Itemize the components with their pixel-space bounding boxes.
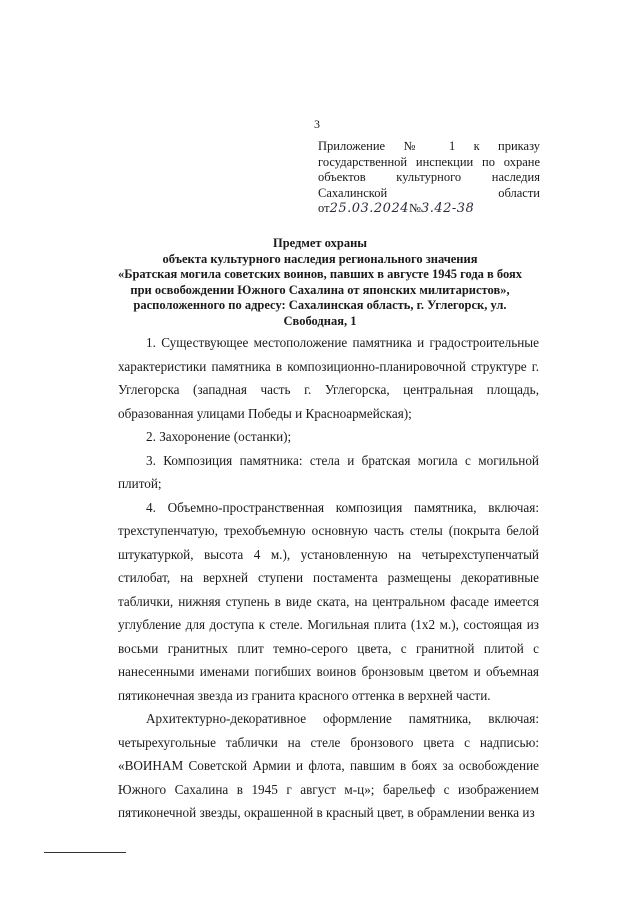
appendix-line: объектов культурного наследия	[318, 170, 540, 184]
appendix-line: Сахалинской области	[318, 185, 540, 200]
document-body	[118, 331, 539, 825]
paragraph: 1. Существующее местоположение памятника и градостроительные характеристики памятника в композиционно-планировочной структуре г. Углегорска (западная часть г. Углегорска, центральная площадь, образованная улицами Победы и Красноармейская);	[118, 335, 539, 421]
number-prefix: №	[409, 201, 421, 215]
title-line: Свободная, 1	[283, 313, 357, 328]
appendix-line: государственной инспекции по охране	[318, 154, 540, 169]
paragraph: 4. Объемно-пространственная композиция памятника, включая: трехступенчатую, трехобъемную основную часть стелы (покрыта белой штукатуркой, высота 4 м.), установленную на четырехступенчатый стилобат, на верхней ступени постамента размещены декоративные таблички, нижняя ступень в виде ската, на центральном фасаде имеется углубление для доступа к стеле. Могильная плита (1х2 м.), состоящая из восьми гранитных плит темно-серого цвета, с гранитной плитой с нанесенными именами погибших воинов бронзовым цветом и объемная пятиконечная звезда из гранита красного оттенка в верхней части.	[118, 499, 539, 703]
title-line: объекта культурного наследия регионального значения	[162, 251, 478, 266]
title-line: при освобождении Южного Сахалина от японских милитаристов»,	[130, 282, 510, 297]
appendix-date-line	[318, 201, 540, 217]
paragraph: Архитектурно-декоративное оформление памятника, включая: четырехугольные таблички на стеле бронзового цвета с надписью: «ВОИНАМ Советской Армии и флота, павшим в боях за освобождение Южного Сахалина в 1945 г август м-ц»; барельеф с изображением пятиконечной звезды, окрашенной в красный цвет, в обрамлении венка из	[118, 711, 539, 820]
appendix-line: Приложение № 1 к приказу	[318, 139, 540, 153]
handwritten-order-number: 3.42-38	[420, 201, 475, 216]
title-line: Предмет охраны	[272, 236, 368, 250]
title-line: расположенного по адресу: Сахалинская область, г. Углегорск, ул.	[133, 298, 507, 312]
document-title	[100, 236, 540, 329]
footnote-divider	[44, 852, 126, 853]
handwritten-date: 25.03.2024	[329, 201, 409, 216]
page-number: 3	[314, 117, 320, 131]
paragraph: 3. Композиция памятника: стела и братская могила с могильной плитой;	[118, 452, 539, 491]
paragraph: 2. Захоронение (останки);	[146, 429, 292, 444]
appendix-header	[318, 139, 540, 217]
date-prefix: от	[318, 201, 330, 215]
title-line: «Братская могила советских воинов, павших в августе 1945 года в боях	[117, 267, 523, 281]
